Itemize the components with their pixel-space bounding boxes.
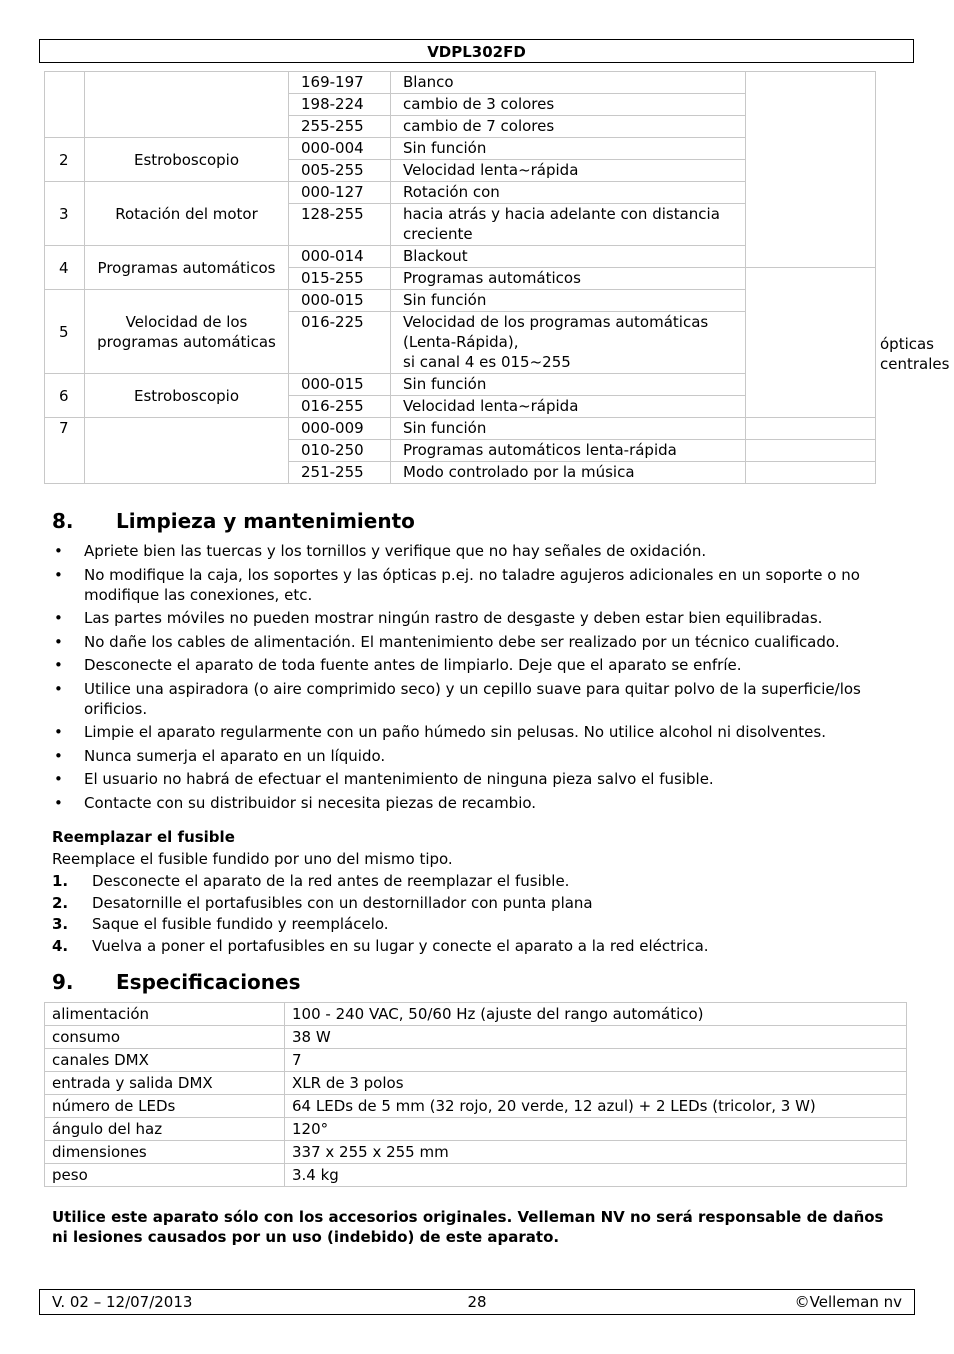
desc-cell: Sin función (391, 290, 746, 312)
table-row (45, 1003, 907, 1026)
spec-value: XLR de 3 polos (285, 1072, 907, 1095)
desc-cell: cambio de 7 colores (391, 116, 746, 138)
spec-value: 64 LEDs de 5 mm (32 rojo, 20 verde, 12 azul) + 2 LEDs (tricolor, 3 W) (285, 1095, 907, 1118)
channel-cell: 6 (45, 374, 85, 418)
table-row (45, 1026, 907, 1049)
function-cell: Rotación del motor (85, 182, 289, 246)
section-title: Limpieza y mantenimiento (116, 509, 415, 533)
table-row (45, 1095, 907, 1118)
value-cell: 000-009 (289, 418, 391, 440)
spec-label: peso (45, 1164, 285, 1187)
table-row (45, 1164, 907, 1187)
desc-line: si canal 4 es 015~255 (403, 353, 571, 371)
table-row (45, 1049, 907, 1072)
table-row (45, 374, 876, 396)
channel-cell: 3 (45, 182, 85, 246)
fuse-steps (52, 871, 902, 958)
desc-cell: Blackout (391, 246, 746, 268)
copyright: ©Velleman nv (794, 1293, 902, 1311)
function-cell: Programas automáticos (85, 246, 289, 290)
table-row: 4 Programas automáticos 000-014 Blackout ópticas centrales (45, 246, 876, 268)
spec-label: ángulo del haz (45, 1118, 285, 1141)
list-item: • El usuario no habrá de efectuar el mantenimiento de ninguna pieza salvo el fusible. (52, 769, 902, 789)
desc-cell: Programas automáticos (391, 268, 746, 290)
spec-label: consumo (45, 1026, 285, 1049)
desc-line: Velocidad de los programas automáticas (Lenta-Rápida), (403, 313, 709, 351)
desc-cell: Modo controlado por la música (391, 462, 746, 484)
desc-cell: cambio de 3 colores (391, 94, 746, 116)
table-row (45, 1118, 907, 1141)
channel-cell: 2 (45, 138, 85, 182)
desc-cell: Blanco (391, 72, 746, 94)
document-footer (39, 1289, 915, 1315)
list-item: • Desconecte el aparato de toda fuente antes de limpiarlo. Deje que el aparato se enfríe. (52, 655, 902, 675)
table-row (45, 418, 876, 440)
section-number: 8. (52, 509, 74, 533)
version-date: V. 02 – 12/07/2013 (52, 1293, 193, 1311)
desc-cell: Sin función (391, 138, 746, 160)
channel-cell: 7 (45, 418, 85, 484)
spec-label: canales DMX (45, 1049, 285, 1072)
list-item (52, 871, 902, 893)
step-number: 3. (52, 915, 69, 934)
step-number: 2. (52, 893, 69, 912)
table-row (45, 1072, 907, 1095)
usage-warning: Utilice este aparato sólo con los accesorios originales. Velleman NV no será responsable de daños ni lesiones causados por un uso (indebido) de este aparato. (52, 1208, 884, 1246)
step-number: 1. (52, 872, 69, 890)
document-header (39, 39, 914, 63)
function-cell: Estroboscopio (85, 374, 289, 418)
value-cell: 005-255 (289, 160, 391, 182)
desc-cell: Velocidad lenta~rápida (391, 396, 746, 418)
value-cell: 198-224 (289, 94, 391, 116)
fuse-intro: Reemplace el fusible fundido por uno del mismo tipo. (52, 850, 453, 868)
list-item (52, 893, 902, 915)
spec-value: 7 (285, 1049, 907, 1072)
table-row (45, 72, 876, 94)
spec-label: dimensiones (45, 1141, 285, 1164)
spec-value: 100 - 240 VAC, 50/60 Hz (ajuste del rango automático) (285, 1003, 907, 1026)
function-cell: Velocidad de los programas automáticas (85, 290, 289, 374)
desc-cell (391, 312, 746, 374)
value-cell: 016-255 (289, 396, 391, 418)
spec-value: 337 x 255 x 255 mm (285, 1141, 907, 1164)
table-row (45, 1141, 907, 1164)
spec-value: 38 W (285, 1026, 907, 1049)
note-cell (746, 418, 876, 440)
section-number: 9. (52, 970, 74, 994)
list-item: • Nunca sumerja el aparato en un líquido. (52, 746, 902, 766)
function-cell (85, 418, 289, 484)
desc-cell: Programas automáticos lenta-rápida (391, 440, 746, 462)
specifications-table (44, 1002, 907, 1187)
section-8-heading (52, 509, 415, 533)
page-number: 28 (467, 1293, 487, 1311)
list-item: • Contacte con su distribuidor si necesita piezas de recambio. (52, 793, 902, 813)
step-text: Saque el fusible fundido y reemplácelo. (92, 915, 389, 934)
value-cell: 015-255 (289, 268, 391, 290)
step-text: Vuelva a poner el portafusibles en su lugar y conecte el aparato a la red eléctrica. (92, 937, 709, 956)
spec-value: 120° (285, 1118, 907, 1141)
desc-cell: Sin función (391, 374, 746, 396)
value-cell: 251-255 (289, 462, 391, 484)
value-cell: 169-197 (289, 72, 391, 94)
desc-cell: Rotación con (391, 182, 746, 204)
list-item: • No modifique la caja, los soportes y las ópticas p.ej. no taladre agujeros adicionales en un soporte o no modifique las conexiones, etc. (52, 565, 902, 605)
table-row (45, 290, 876, 312)
step-text: Desconecte el aparato de la red antes de reemplazar el fusible. (92, 872, 570, 890)
spec-label: número de LEDs (45, 1095, 285, 1118)
model-name: VDPL302FD (427, 43, 526, 61)
channel-cell: 4 (45, 246, 85, 290)
value-cell: 000-014 (289, 246, 391, 268)
note-cell (746, 462, 876, 484)
section-title: Especificaciones (116, 970, 301, 994)
function-cell (85, 72, 289, 138)
list-item (52, 914, 902, 936)
list-item: • Apriete bien las tuercas y los tornillos y verifique que no hay señales de oxidación. (52, 541, 902, 561)
value-cell: 128-255 (289, 204, 391, 246)
value-cell: 000-127 (289, 182, 391, 204)
list-item: • Limpie el aparato regularmente con un paño húmedo sin pelusas. No utilice alcohol ni disolventes. (52, 722, 902, 742)
value-cell: 000-015 (289, 290, 391, 312)
maintenance-list (52, 541, 902, 816)
channel-cell (45, 72, 85, 138)
note-cell (746, 72, 876, 268)
list-item: • Las partes móviles no pueden mostrar ningún rastro de desgaste y deben estar bien equilibradas. (52, 608, 902, 628)
value-cell: 000-004 (289, 138, 391, 160)
spec-label: alimentación (45, 1003, 285, 1026)
fuse-subheading: Reemplazar el fusible (52, 828, 235, 846)
list-item: • No dañe los cables de alimentación. El mantenimiento debe ser realizado por un técnico cualificado. (52, 632, 902, 652)
list-item (52, 936, 902, 958)
dmx-channel-table (44, 71, 950, 484)
step-number: 4. (52, 937, 69, 956)
spec-label: entrada y salida DMX (45, 1072, 285, 1095)
value-cell: 016-225 (289, 312, 391, 374)
desc-cell: Sin función (391, 418, 746, 440)
channel-cell: 5 (45, 290, 85, 374)
spec-value: 3.4 kg (285, 1164, 907, 1187)
section-9-heading (52, 970, 301, 994)
desc-cell: hacia atrás y hacia adelante con distancia creciente (391, 204, 746, 246)
list-item: • Utilice una aspiradora (o aire comprimido seco) y un cepillo suave para quitar polvo de la superficie/los orificios. (52, 679, 902, 719)
value-cell: 255-255 (289, 116, 391, 138)
function-cell: Estroboscopio (85, 138, 289, 182)
note-cell (746, 440, 876, 462)
step-text: Desatornille el portafusibles con un destornillador con punta plana (92, 893, 593, 912)
desc-cell: Velocidad lenta~rápida (391, 160, 746, 182)
value-cell: 010-250 (289, 440, 391, 462)
value-cell: 000-015 (289, 374, 391, 396)
